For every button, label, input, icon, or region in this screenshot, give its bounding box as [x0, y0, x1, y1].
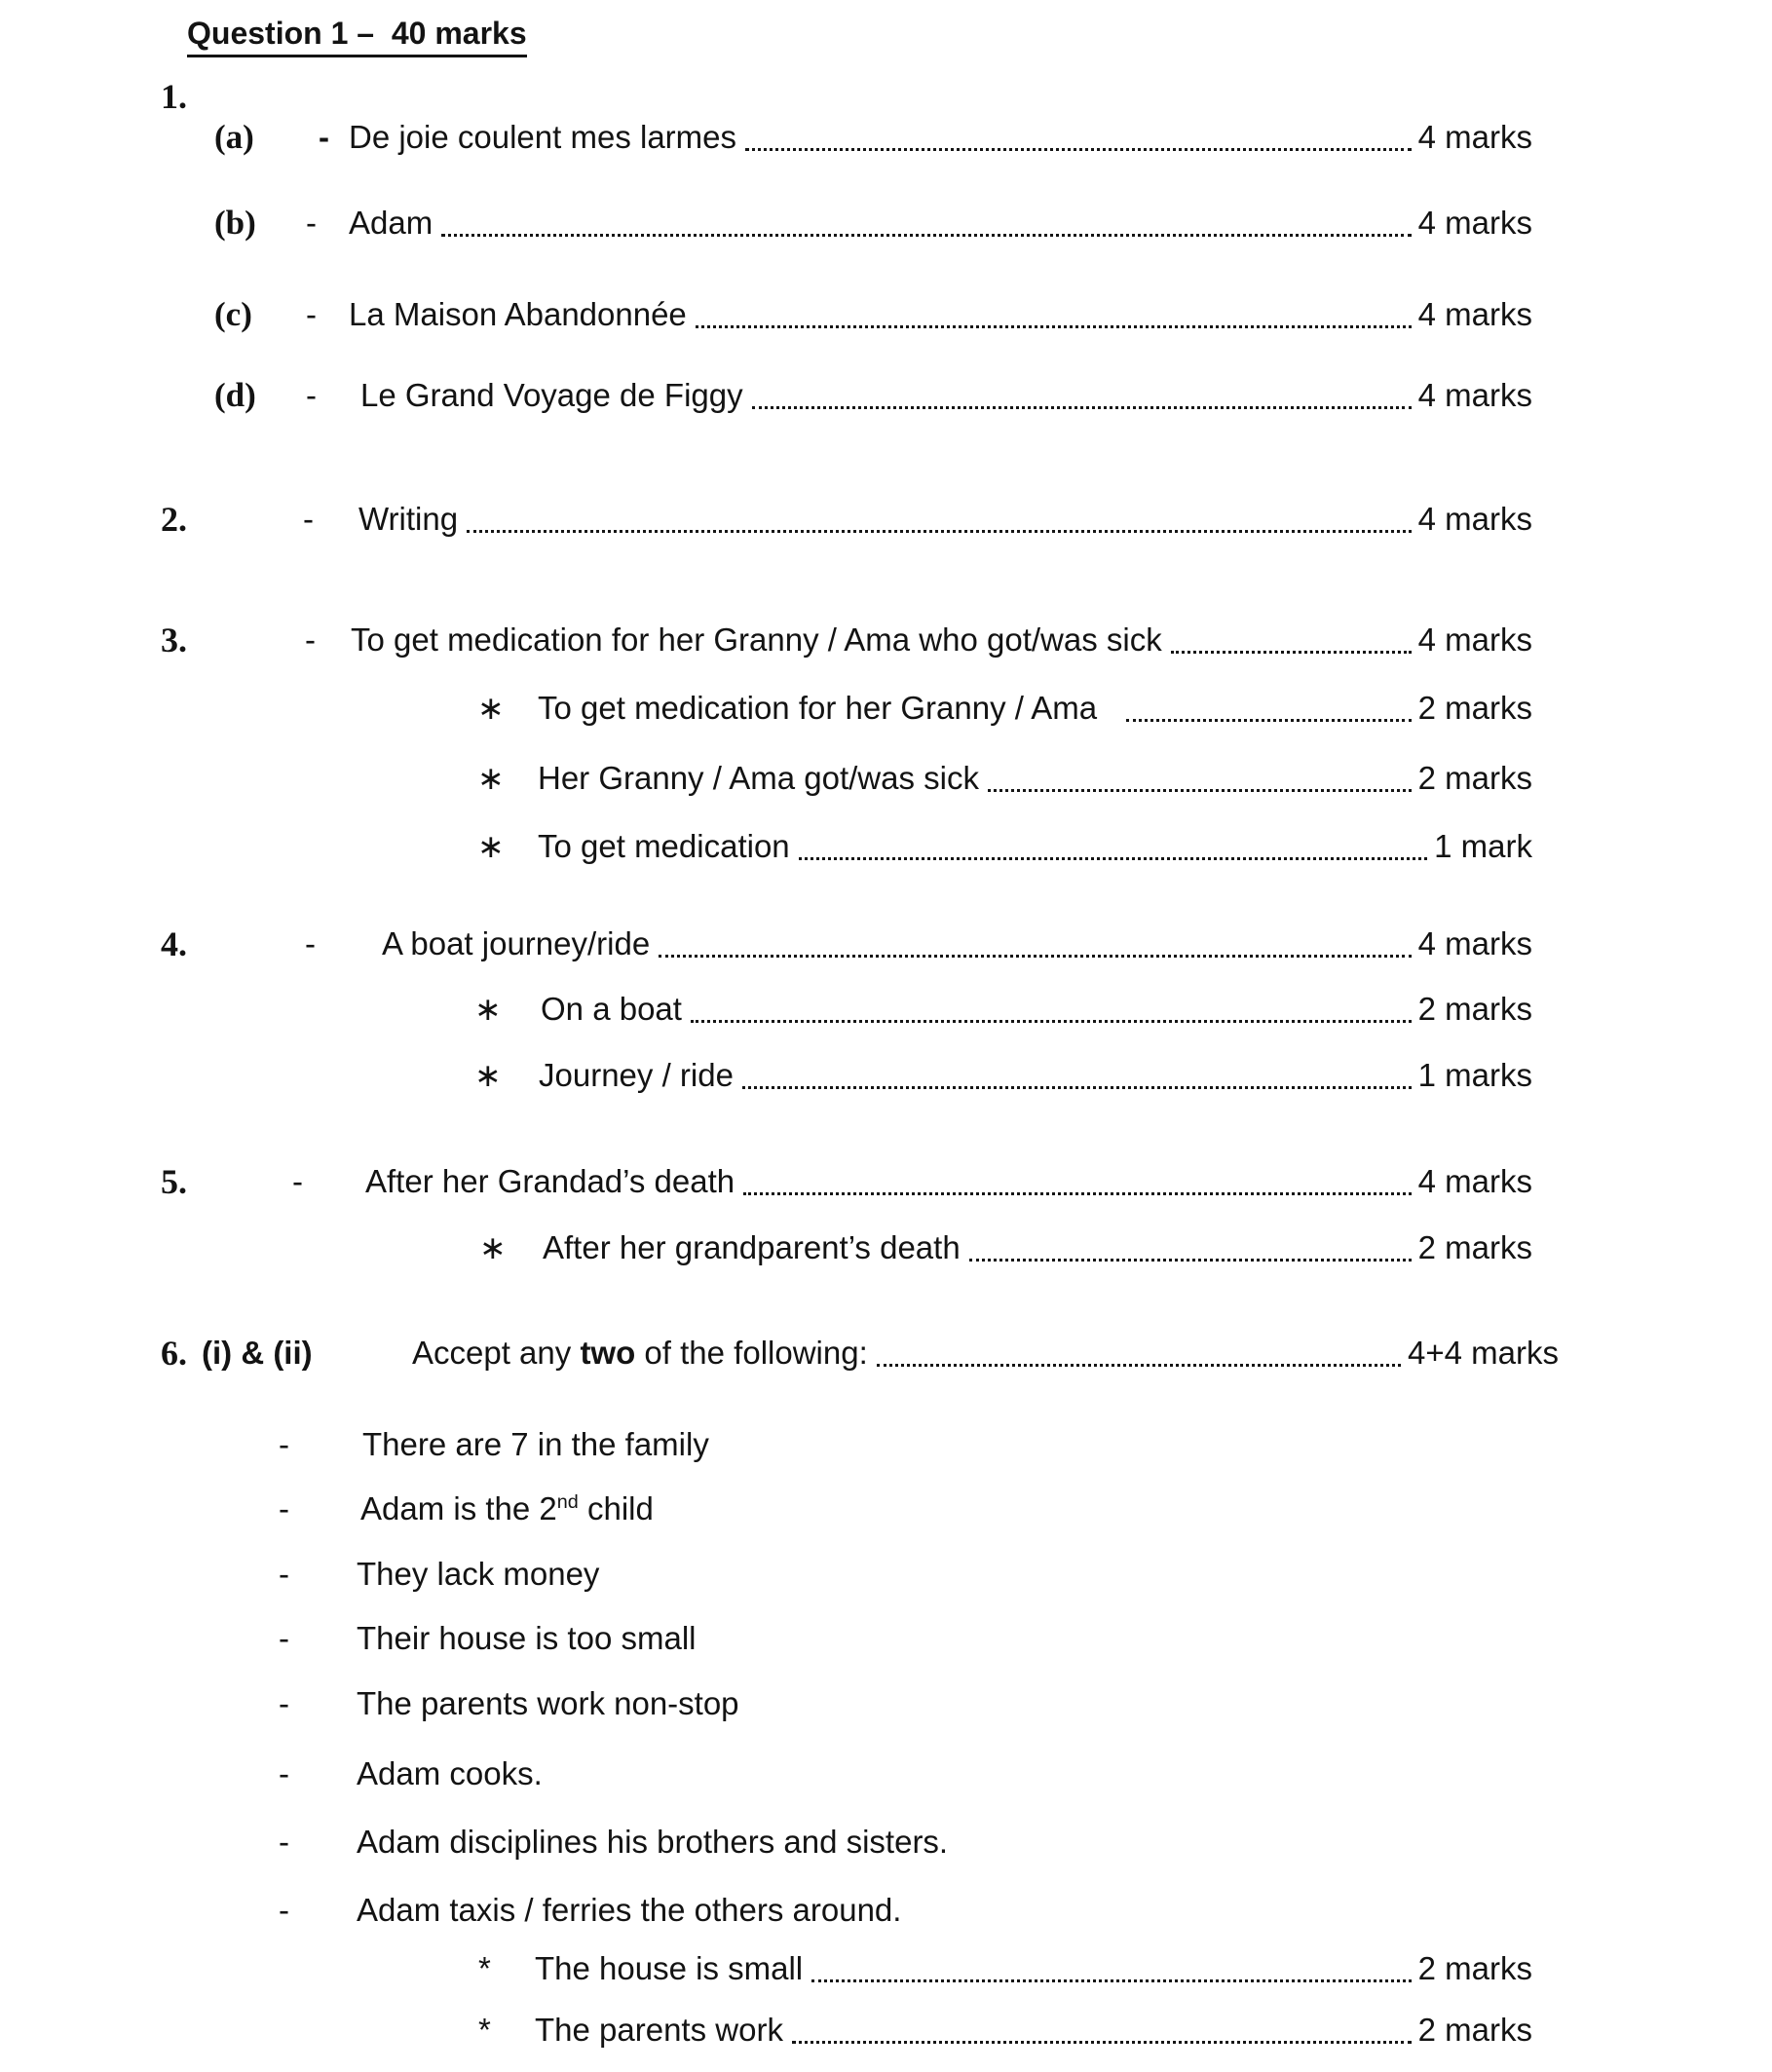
marks-value: 1 mark: [1434, 828, 1532, 864]
item-6-sub-1: [0, 1946, 1532, 1991]
answer-text-post: child: [578, 1490, 654, 1526]
answer-text: [360, 1487, 654, 1531]
item-label: (c): [214, 295, 252, 333]
asterisk-bullet: ∗: [477, 828, 505, 864]
answer-text-bold: two: [580, 1335, 636, 1371]
dot-leader: [696, 325, 1412, 328]
answer-text: Writing: [358, 501, 459, 537]
item-6: [0, 1331, 1559, 1375]
marks-value: 4 marks: [1417, 119, 1532, 155]
dash-bullet: -: [305, 622, 316, 658]
answer-text: [412, 1331, 868, 1375]
list-item: [0, 1820, 1532, 1865]
item-number: 2.: [161, 500, 187, 539]
dash-bullet: -: [279, 1755, 289, 1791]
list-item: [0, 1422, 1532, 1467]
answer-text: To get medication: [538, 828, 790, 864]
list-item: [0, 1681, 1532, 1726]
dash-bullet: -: [279, 1892, 289, 1928]
dash-bullet: -: [292, 1163, 303, 1199]
dot-leader: [467, 530, 1412, 533]
marks-value: 2 marks: [1417, 1229, 1532, 1265]
asterisk-bullet: ∗: [477, 690, 505, 726]
dot-leader: [1171, 651, 1412, 654]
dot-leader: [1126, 719, 1412, 722]
item-number: 1.: [161, 77, 187, 116]
answer-text: Journey / ride: [539, 1057, 734, 1093]
answer-text: There are 7 in the family: [362, 1426, 709, 1462]
dot-leader: [743, 1192, 1412, 1195]
item-4: [0, 922, 1532, 966]
dash-bullet: -: [306, 205, 317, 241]
asterisk-bullet: ∗: [479, 1229, 507, 1265]
marks-value: 4 marks: [1417, 377, 1532, 413]
marks-value: 2 marks: [1417, 690, 1532, 726]
answer-text: De joie coulent mes larmes: [349, 119, 736, 155]
asterisk-bullet: ∗: [477, 760, 505, 796]
marks-value: 2 marks: [1417, 991, 1532, 1027]
answer-text: Le Grand Voyage de Figgy: [360, 377, 743, 413]
answer-text: The parents work non-stop: [357, 1685, 739, 1721]
answer-text: The house is small: [535, 1950, 804, 1986]
answer-text: After her grandparent’s death: [543, 1229, 961, 1265]
dash-bullet: -: [306, 377, 317, 413]
item-number: 4.: [161, 924, 187, 963]
answer-text: A boat journey/ride: [382, 925, 651, 961]
answer-text-post: of the following:: [635, 1335, 868, 1371]
dash-bullet: -: [279, 1824, 289, 1860]
dash-bullet: -: [279, 1426, 289, 1462]
item-4-sub-2: [0, 1053, 1532, 1098]
asterisk-bullet: ∗: [474, 1057, 502, 1093]
dot-leader: [752, 406, 1412, 409]
asterisk-bullet: *: [478, 2012, 491, 2048]
item-3: [0, 618, 1532, 662]
dash-bullet: -: [279, 1685, 289, 1721]
item-label: (b): [214, 204, 256, 242]
item-1c: [0, 292, 1532, 337]
asterisk-bullet: ∗: [474, 991, 502, 1027]
dash-bullet: -: [303, 501, 314, 537]
item-2: [0, 497, 1532, 542]
item-5: [0, 1159, 1532, 1204]
answer-text: After her Grandad’s death: [365, 1163, 735, 1199]
dash-bullet: -: [279, 1620, 289, 1656]
answer-text: They lack money: [357, 1556, 600, 1592]
item-label: (a): [214, 118, 254, 156]
dot-leader: [799, 857, 1427, 860]
marks-value: 2 marks: [1417, 760, 1532, 796]
item-number: 3.: [161, 621, 187, 659]
list-item: [0, 1487, 1532, 1531]
dot-leader: [877, 1364, 1401, 1367]
dash-bullet: -: [279, 1490, 289, 1526]
item-3-sub-2: [0, 756, 1532, 801]
item-1: [0, 74, 1532, 119]
list-item: [0, 1552, 1532, 1597]
marks-value: 4 marks: [1417, 622, 1532, 658]
marks-value: 2 marks: [1417, 2012, 1532, 2048]
answer-text: The parents work: [535, 2012, 783, 2048]
item-3-sub-3: [0, 824, 1532, 869]
item-number: 5.: [161, 1162, 187, 1201]
item-1b: [0, 201, 1532, 245]
item-4-sub-1: [0, 987, 1532, 1032]
question-title: Question 1 – 40 marks: [187, 16, 527, 57]
answer-text: Adam taxis / ferries the others around.: [357, 1892, 902, 1928]
answer-text: Adam disciplines his brothers and sisters.: [357, 1824, 949, 1860]
answer-text: Her Granny / Ama got/was sick: [538, 760, 979, 796]
answer-text: On a boat: [541, 991, 682, 1027]
item-1a: [0, 115, 1532, 160]
item-number: 6.: [161, 1334, 187, 1373]
dot-leader: [969, 1259, 1412, 1262]
marks-value: 4 marks: [1417, 296, 1532, 332]
answer-text: Adam: [349, 205, 434, 241]
superscript: nd: [556, 1491, 579, 1513]
answer-text-pre: Adam is the 2: [360, 1490, 557, 1526]
marks-value: 4 marks: [1417, 1163, 1532, 1199]
asterisk-bullet: *: [478, 1950, 491, 1986]
list-item: [0, 1752, 1532, 1796]
item-label: (i) & (ii): [202, 1335, 313, 1371]
item-1d: [0, 373, 1532, 418]
item-6-sub-2: [0, 2008, 1532, 2053]
marks-value: 2 marks: [1417, 1950, 1532, 1986]
item-3-sub-1: [0, 686, 1532, 731]
dash-bullet: -: [279, 1556, 289, 1592]
dot-leader: [745, 148, 1412, 151]
list-item: [0, 1616, 1532, 1661]
dot-leader: [792, 2041, 1412, 2044]
answer-text: To get medication for her Granny / Ama: [538, 690, 1098, 726]
item-label: (d): [214, 376, 256, 414]
dot-leader: [988, 789, 1412, 792]
dot-leader: [811, 1979, 1412, 1982]
answer-text: Their house is too small: [357, 1620, 697, 1656]
dash-bullet: -: [306, 296, 317, 332]
dash-bullet: -: [305, 925, 316, 961]
marks-value: 4+4 marks: [1408, 1335, 1559, 1371]
dot-leader: [691, 1020, 1412, 1023]
list-item: [0, 1888, 1532, 1933]
answer-text: Adam cooks.: [357, 1755, 543, 1791]
dot-leader: [742, 1086, 1412, 1089]
marks-value: 4 marks: [1417, 205, 1532, 241]
answer-text: La Maison Abandonnée: [349, 296, 687, 332]
answer-text-pre: Accept any: [412, 1335, 581, 1371]
marks-value: 4 marks: [1417, 501, 1532, 537]
dot-leader: [441, 234, 1411, 237]
answer-text: To get medication for her Granny / Ama who got/was sick: [351, 622, 1162, 658]
item-5-sub-1: [0, 1225, 1532, 1270]
dot-leader: [659, 955, 1411, 958]
marks-value: 4 marks: [1417, 925, 1532, 961]
marks-value: 1 marks: [1417, 1057, 1532, 1093]
dash-bullet: -: [319, 119, 329, 155]
